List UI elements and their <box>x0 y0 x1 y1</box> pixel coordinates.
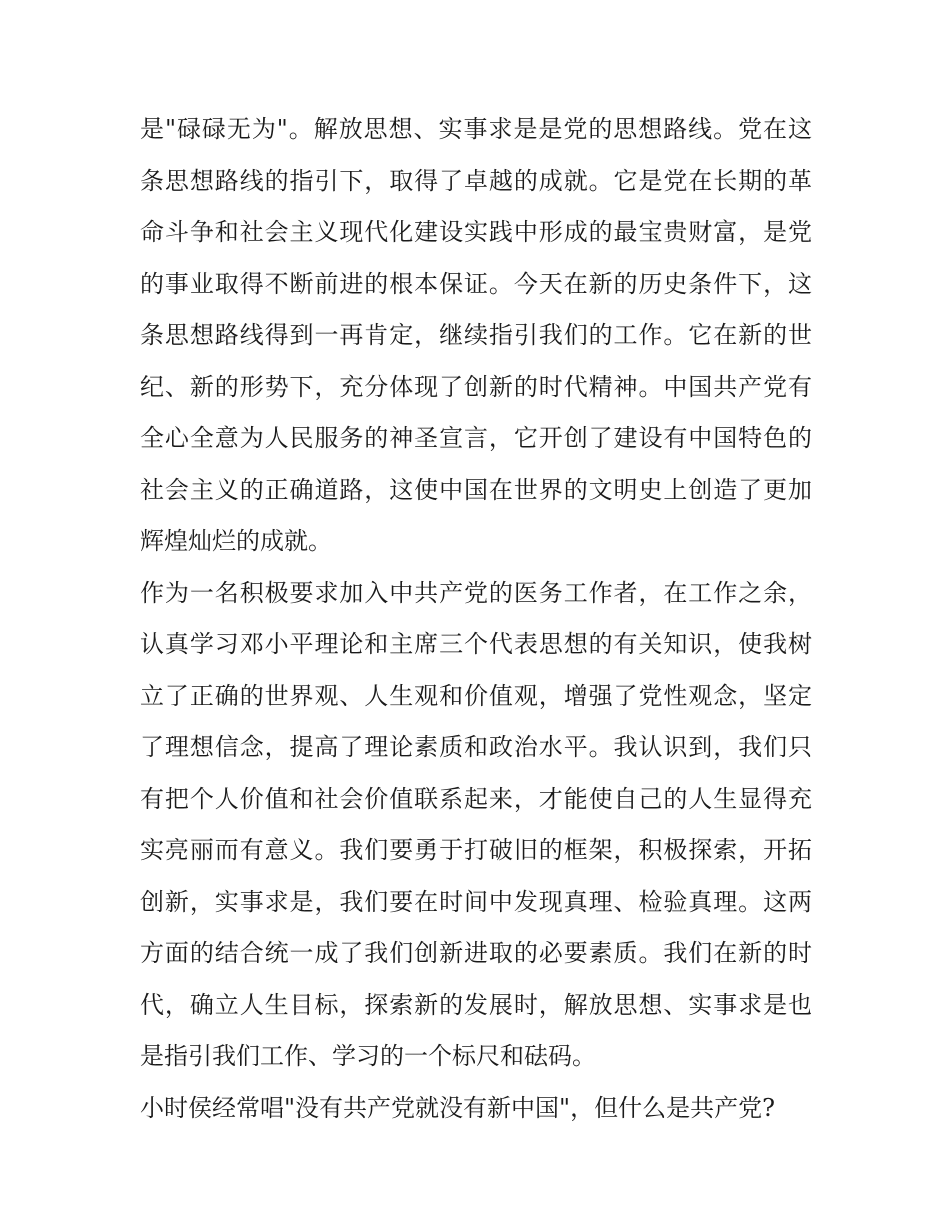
text-line: 全心全意为人民服务的神圣宣言，它开创了建设有中国特色的 <box>140 424 812 452</box>
text-line: 命斗争和社会主义现代化建设实践中形成的最宝贵财富，是党 <box>140 218 812 246</box>
text-line: 方面的结合统一成了我们创新进取的必要素质。我们在新的时 <box>140 939 812 967</box>
text-line: 是指引我们工作、学习的一个标尺和砝码。 <box>140 1042 596 1070</box>
text-line: 条思想路线的指引下，取得了卓越的成就。它是党在长期的革 <box>140 166 812 195</box>
text-line: 纪、新的形势下，充分体现了创新的时代精神。中国共产党有 <box>140 372 812 401</box>
text-line: 辉煌灿烂的成就。 <box>140 527 332 555</box>
text-line: 代，确立人生目标，探索新的发展时，解放思想、实事求是也 <box>140 990 812 1019</box>
text-line: 立了正确的世界观、人生观和价值观，增强了党性观念，坚定 <box>140 681 812 710</box>
text-line: 是"碌碌无为"。解放思想、实事求是是党的思想路线。党在这 <box>140 115 812 143</box>
paragraph-2 <box>140 568 812 1083</box>
text-line: 实亮丽而有意义。我们要勇于打破旧的框架，积极探索，开拓 <box>140 836 812 864</box>
paragraph-1 <box>140 104 812 568</box>
text-line: 了理想信念，提高了理论素质和政治水平。我认识到，我们只 <box>140 733 812 761</box>
text-line: 作为一名积极要求加入中共产党的医务工作者，在工作之余， <box>140 578 812 607</box>
text-line: 有把个人价值和社会价值联系起来，才能使自己的人生显得充 <box>140 784 812 813</box>
text-line: 创新，实事求是，我们要在时间中发现真理、检验真理。这两 <box>140 887 812 916</box>
text-line: 社会主义的正确道路，这使中国在世界的文明史上创造了更加 <box>140 475 812 504</box>
document-body <box>140 104 812 1134</box>
text-line: 小时侯经常唱"没有共产党就没有新中国"，但什么是共产党? <box>140 1093 775 1122</box>
text-line: 条思想路线得到一再肯定，继续指引我们的工作。它在新的世 <box>140 321 812 349</box>
paragraph-3 <box>140 1083 812 1135</box>
text-line: 的事业取得不断前进的根本保证。今天在新的历史条件下，这 <box>140 269 812 298</box>
text-line: 认真学习邓小平理论和主席三个代表思想的有关知识，使我树 <box>140 630 812 658</box>
